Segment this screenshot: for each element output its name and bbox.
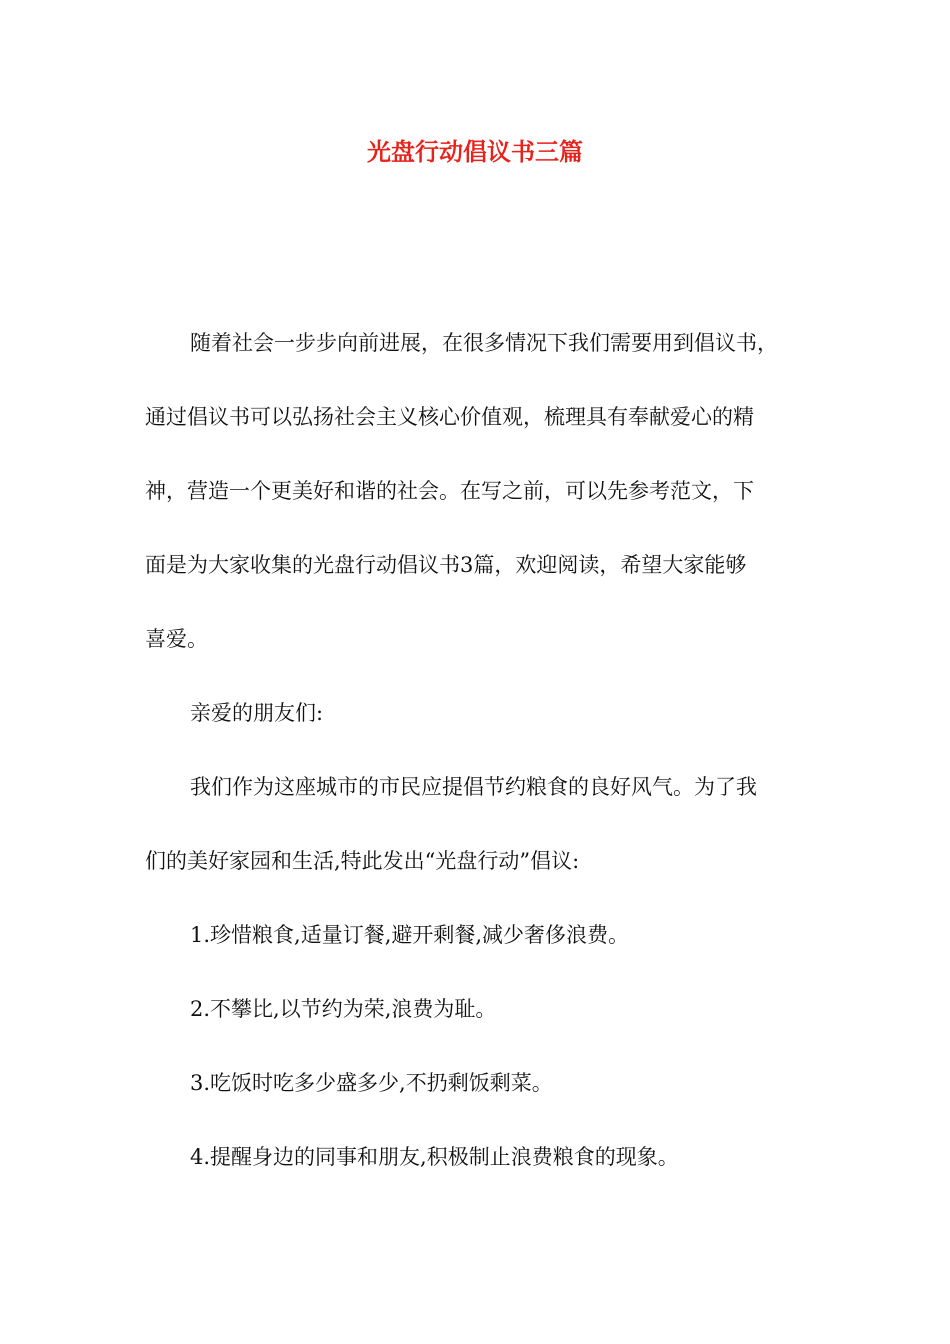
list-item-4: 4.提醒身边的同事和朋友,积极制止浪费粮食的现象。 (190, 1145, 679, 1169)
intro-line-3: 神，营造一个更美好和谐的社会。在写之前，可以先参考范文，下 (145, 479, 754, 503)
intro-line-4: 面是为大家收集的光盘行动倡议书3篇，欢迎阅读，希望大家能够 (145, 553, 747, 577)
list-item-1: 1.珍惜粮食,适量订餐,避开剩餐,减少奢侈浪费。 (190, 923, 630, 947)
body-line-1: 我们作为这座城市的市民应提倡节约粮食的良好风气。为了我 (190, 775, 757, 799)
intro-line-2: 通过倡议书可以弘扬社会主义核心价值观，梳理具有奉献爱心的精 (145, 405, 754, 429)
greeting: 亲爱的朋友们: (190, 701, 324, 725)
body-line-2: 们的美好家园和生活,特此发出“光盘行动”倡议: (145, 849, 580, 873)
intro-line-5: 喜爱。 (145, 627, 208, 651)
list-item-2: 2.不攀比,以节约为荣,浪费为耻。 (190, 997, 497, 1021)
list-item-3: 3.吃饭时吃多少盛多少,不扔剩饭剩菜。 (190, 1071, 553, 1095)
document-title: 光盘行动倡议书三篇 (367, 138, 583, 166)
intro-line-1: 随着社会一步步向前进展，在很多情况下我们需要用到倡议书， (190, 331, 778, 355)
